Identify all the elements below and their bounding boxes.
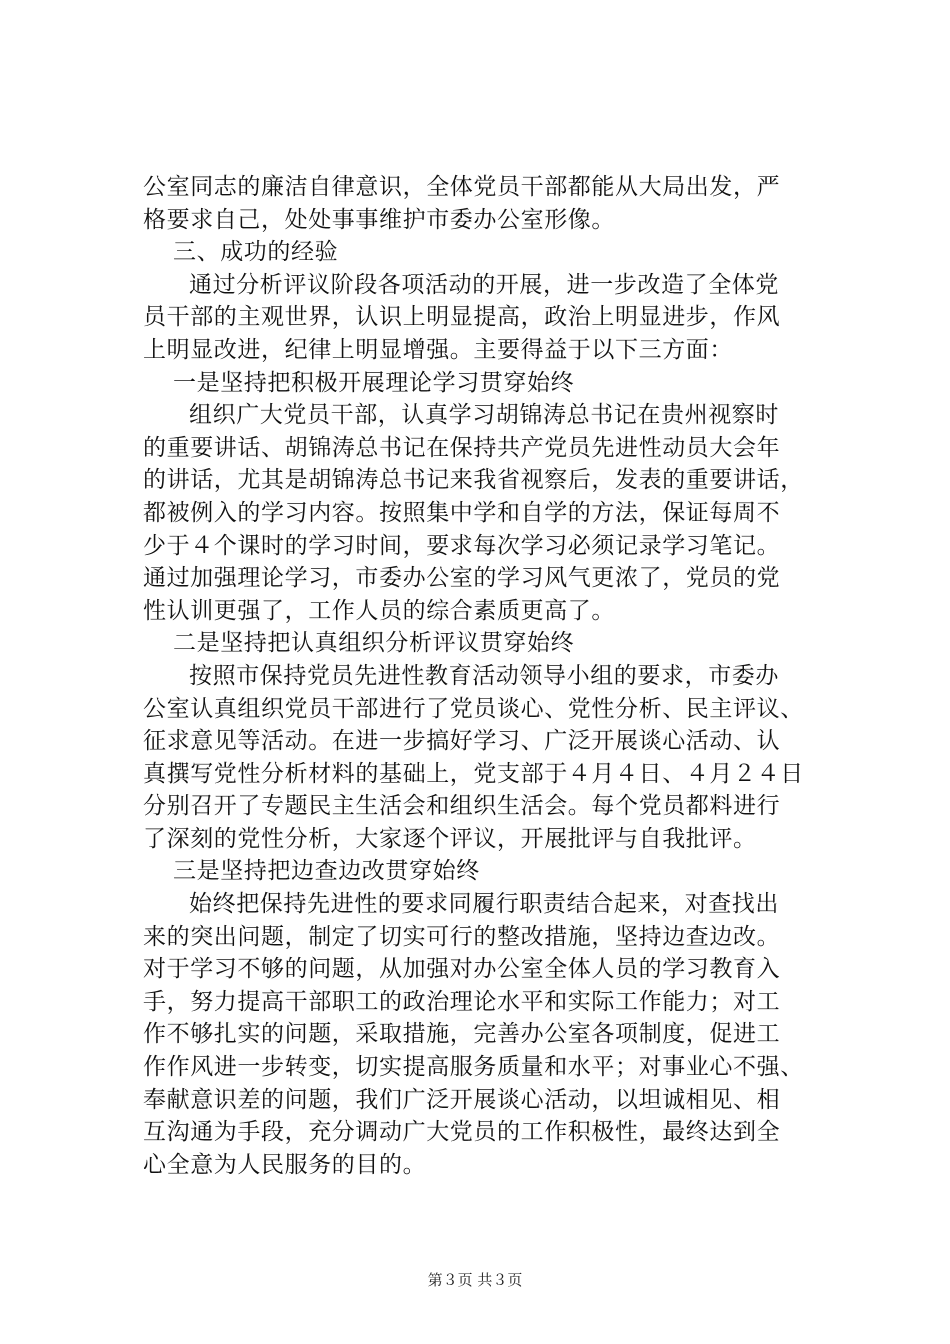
text-line: 员干部的主观世界，认识上明显提高，政治上明显进步，作风 [143,304,781,331]
text-line: 性认训更强了，工作人员的综合素质更高了。 [143,597,615,624]
text-line: 作作风进一步转变，切实提高服务质量和水平；对事业心不强、 [143,1054,804,1081]
text-line: 的讲话，尤其是胡锦涛总书记来我省视察后，发表的重要讲话， [143,467,804,494]
text-line: 都被例入的学习内容。按照集中学和自学的方法，保证每周不 [143,499,781,526]
text-line: 征求意见等活动。在进一步搞好学习、广泛开展谈心活动、认 [143,728,781,755]
text-line: 按照市保持党员先进性教育活动领导小组的要求，市委办 [189,662,779,689]
text-line: 的重要讲话、胡锦涛总书记在保持共产党员先进性动员大会年 [143,434,781,461]
text-line: 了深刻的党性分析，大家逐个评议，开展批评与自我批评。 [143,825,757,852]
text-line: 来的突出问题，制定了切实可行的整改措施，坚持边查边改。 [143,923,781,950]
text-line: 互沟通为手段，充分调动广大党员的工作积极性，最终达到全 [143,1119,781,1146]
text-line: 上明显改进，纪律上明显增强。主要得益于以下三方面： [143,336,733,363]
page-number-footer: 第３页 共３页 [427,1271,523,1289]
text-line: 始终把保持先进性的要求同履行职责结合起来，对查找出 [189,891,779,918]
text-line: 少于４个课时的学习时间，要求每次学习必须记录学习笔记。 [143,532,781,559]
text-line: 通过加强理论学习，市委办公室的学习风气更浓了，党员的党 [143,565,781,592]
text-line: 组织广大党员干部，认真学习胡锦涛总书记在贵州视察时 [189,402,779,429]
subsection-heading: 二是坚持把认真组织分析评议贯穿始终 [173,630,575,657]
text-line: 公室认真组织党员干部进行了党员谈心、党性分析、民主评议、 [143,695,804,722]
subsection-heading: 三是坚持把边查边改贯穿始终 [173,858,480,885]
text-line: 真撰写党性分析材料的基础上，党支部于４月４日、４月２４日 [143,760,804,787]
text-line: 对于学习不够的问题，从加强对办公室全体人员的学习教育入 [143,956,781,983]
text-line: 奉献意识差的问题，我们广泛开展谈心活动，以坦诚相见、相 [143,1086,781,1113]
subsection-heading: 一是坚持把积极开展理论学习贯穿始终 [173,369,575,396]
text-line: 公室同志的廉洁自律意识，全体党员干部都能从大局出发，严 [143,174,781,200]
document-body [143,171,833,1181]
text-line: 心全意为人民服务的目的。 [143,1151,427,1178]
text-line: 分别召开了专题民主生活会和组织生活会。每个党员都料进行 [143,793,781,820]
text-line: 作不够扎实的问题，采取措施，完善办公室各项制度，促进工 [143,1021,781,1048]
text-line: 手，努力提高干部职工的政治理论水平和实际工作能力；对工 [143,988,781,1015]
text-line: 格要求自己，处处事事维护市委办公室形像。 [143,206,615,233]
section-heading: 三、成功的经验 [173,239,339,266]
text-line: 通过分析评议阶段各项活动的开展，进一步改造了全体党 [189,271,779,298]
